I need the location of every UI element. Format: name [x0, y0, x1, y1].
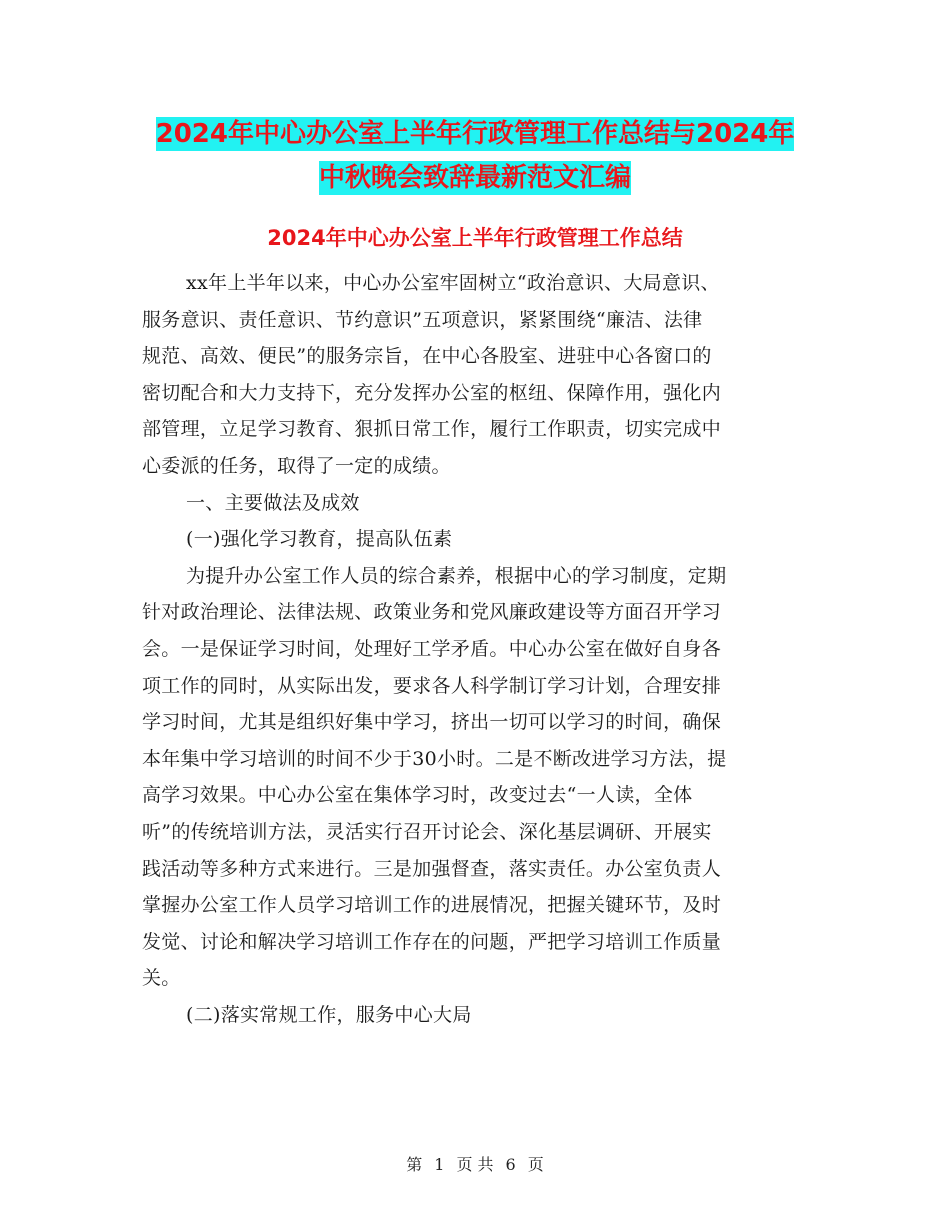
footer-label-page: 第: [406, 1155, 423, 1174]
body-line: 发觉、讨论和解决学习培训工作存在的问题，严把学习培训工作质量: [142, 930, 722, 953]
body-line: xx年上半年以来，中心办公室牢固树立“政治意识、大局意识、: [186, 272, 720, 294]
document-body: [142, 265, 808, 1033]
body-line: 高学习效果。中心办公室在集体学习时，改变过去“一人读，全体: [142, 784, 693, 807]
body-line: 为提升办公室工作人员的综合素养，根据中心的学习制度，定期: [186, 564, 727, 587]
body-line: 一、主要做法及成效: [186, 491, 360, 514]
title-line-1: 2024年中心办公室上半年行政管理工作总结与2024年: [155, 119, 795, 149]
body-line: 服务意识、责任意识、节约意识”五项意识，紧紧围绕“廉洁、法律: [142, 308, 703, 331]
body-line: 掌握办公室工作人员学习培训工作的进展情况，把握关键环节，及时: [142, 894, 722, 917]
body-line: 心委派的任务，取得了一定的成绩。: [142, 454, 451, 477]
page-footer: [0, 1152, 950, 1175]
body-line: 密切配合和大力支持下，充分发挥办公室的枢纽、保障作用，强化内: [142, 381, 722, 404]
body-line: 本年集中学习培训的时间不少于30小时。二是不断改进学习方法，提: [142, 747, 727, 770]
body-line: (二)落实常规工作，服务中心大局: [186, 1003, 472, 1026]
body-line: 针对政治理论、法律法规、政策业务和党风廉政建设等方面召开学习: [142, 601, 722, 624]
section-title: 2024年中心办公室上半年行政管理工作总结: [267, 226, 683, 250]
body-line: 部管理，立足学习教育、狠抓日常工作，履行工作职责，切实完成中: [142, 418, 722, 441]
document-title: [0, 112, 950, 200]
footer-label-end: 页: [527, 1155, 544, 1174]
body-line: (一)强化学习教育，提高队伍素: [186, 528, 453, 551]
body-line: 规范、高效、便民”的服务宗旨，在中心各股室、进驻中心各窗口的: [142, 345, 712, 368]
body-line: 项工作的同时，从实际出发，要求各人科学制订学习计划，合理安排: [142, 674, 722, 697]
body-line: 关。: [142, 967, 181, 990]
title-line-2: 中秋晚会致辞最新范文汇编: [318, 163, 631, 193]
body-line: 学习时间，尤其是组织好集中学习，挤出一切可以学习的时间，确保: [142, 711, 722, 734]
body-line: 会。一是保证学习时间，处理好工学矛盾。中心办公室在做好自身各: [142, 637, 722, 660]
footer-total-pages: 6: [505, 1155, 516, 1174]
footer-label-of: 页 共: [456, 1155, 494, 1174]
body-line: 听”的传统培训方法，灵活实行召开讨论会、深化基层调研、开展实: [142, 820, 712, 843]
body-line: 践活动等多种方式来进行。三是加强督查，落实责任。办公室负责人: [142, 857, 722, 880]
footer-page-number: 1: [434, 1155, 445, 1174]
